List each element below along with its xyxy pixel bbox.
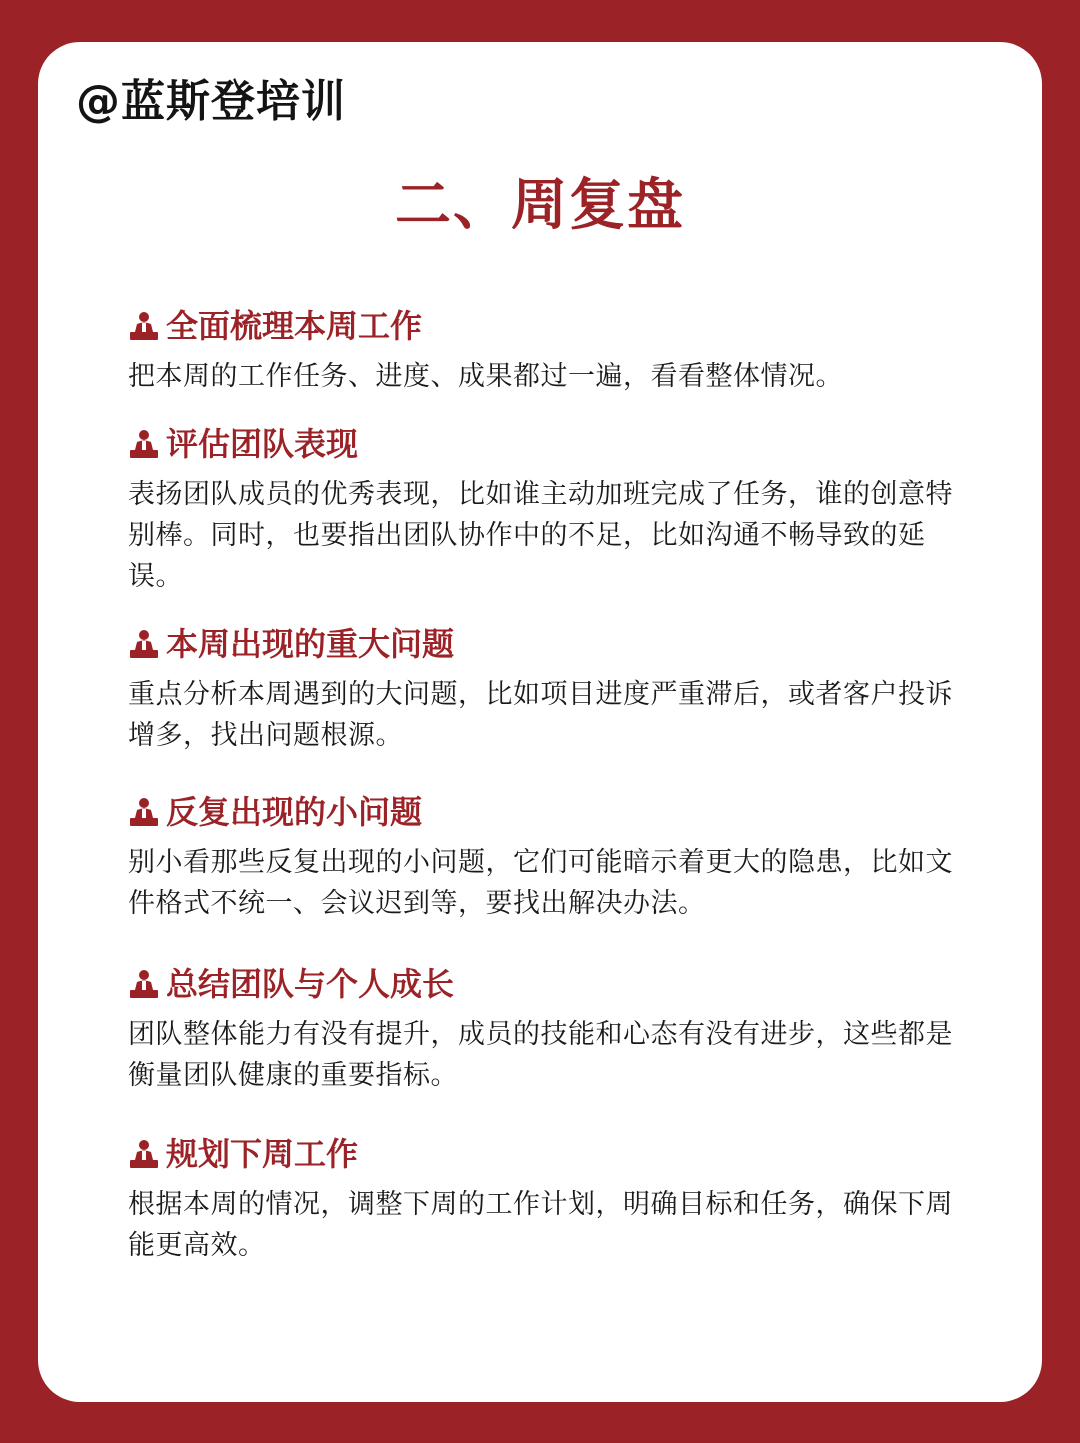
- section-heading: [128, 304, 968, 348]
- section-major-issues: [128, 622, 968, 756]
- presenter-icon: [128, 628, 160, 660]
- content-card: [38, 42, 1042, 1402]
- section-heading-text: 规划下周工作: [166, 1135, 359, 1173]
- section-body: 团队整体能力有没有提升，成员的技能和心态有没有进步，这些都是衡量团队健康的重要指标。: [128, 1019, 953, 1091]
- section-heading-text: 全面梳理本周工作: [166, 307, 423, 345]
- section-team-performance: [128, 422, 968, 597]
- section-heading: [128, 962, 968, 1006]
- section-body: 别小看那些反复出现的小问题，它们可能暗示着更大的隐患，比如文件格式不统一、会议迟到等，要找出解决办法。: [128, 847, 953, 919]
- presenter-icon: [128, 796, 160, 828]
- section-body: 根据本周的情况，调整下周的工作计划，明确目标和任务，确保下周能更高效。: [128, 1189, 953, 1261]
- section-body: 把本周的工作任务、进度、成果都过一遍，看看整体情况。: [128, 361, 843, 392]
- section-growth: [128, 962, 968, 1096]
- section-body: 表扬团队成员的优秀表现，比如谁主动加班完成了任务，谁的创意特别棒。同时，也要指出团队协作中的不足，比如沟通不畅导致的延误。: [128, 479, 953, 592]
- section-heading-text: 反复出现的小问题: [166, 793, 423, 831]
- page-title: 二、周复盘: [395, 173, 685, 238]
- presenter-icon: [128, 968, 160, 1000]
- presenter-icon: [128, 1138, 160, 1170]
- section-heading-text: 评估团队表现: [166, 425, 359, 463]
- section-heading-text: 本周出现的重大问题: [166, 625, 455, 663]
- section-heading: [128, 422, 968, 466]
- section-recurring-issues: [128, 790, 968, 924]
- presenter-icon: [128, 310, 160, 342]
- account-handle: @蓝斯登培训: [76, 76, 346, 127]
- section-heading-text: 总结团队与个人成长: [166, 965, 455, 1003]
- section-next-week-plan: [128, 1132, 968, 1266]
- presenter-icon: [128, 428, 160, 460]
- section-heading: [128, 622, 968, 666]
- section-review-work: [128, 304, 968, 397]
- section-body: 重点分析本周遇到的大问题，比如项目进度严重滞后，或者客户投诉增多，找出问题根源。: [128, 679, 953, 751]
- section-heading: [128, 1132, 968, 1176]
- section-heading: [128, 790, 968, 834]
